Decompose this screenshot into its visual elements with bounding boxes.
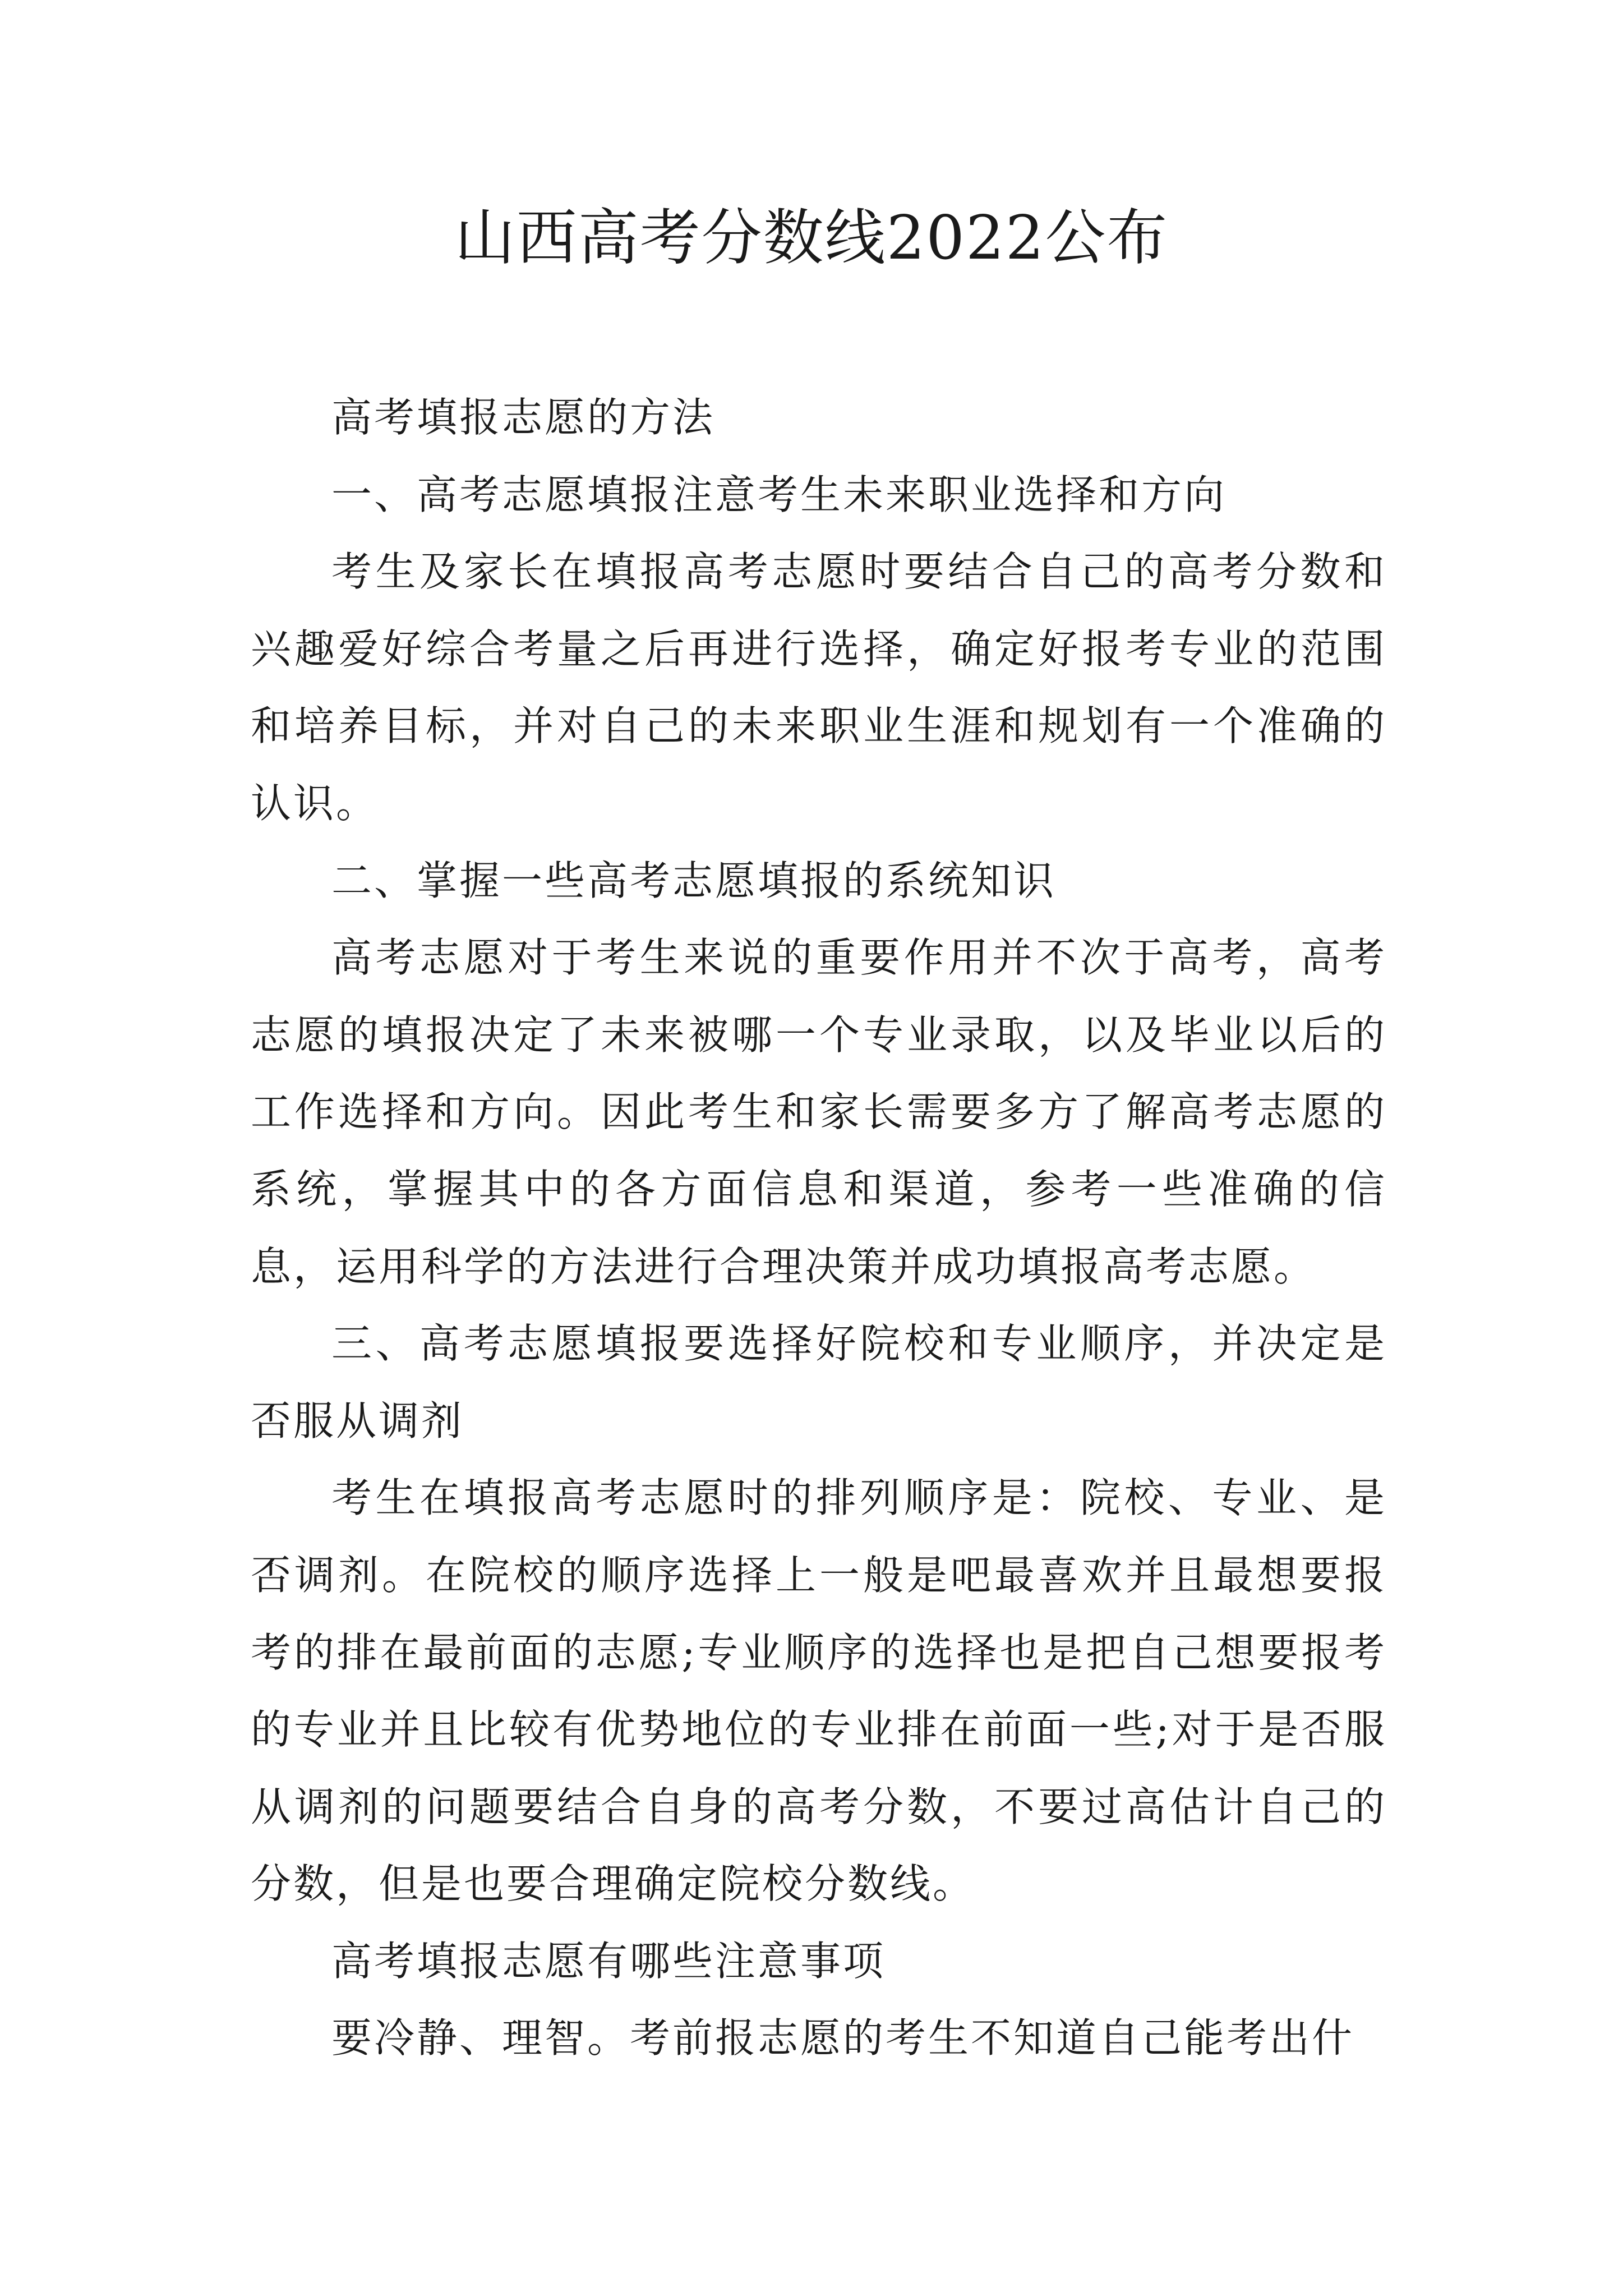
section-heading-methods: 高考填报志愿的方法 bbox=[331, 394, 716, 441]
subheading-career-direction: 一、高考志愿填报注意考生未来职业选择和方向 bbox=[331, 471, 1227, 518]
subheading-system-knowledge: 二、掌握一些高考志愿填报的系统知识 bbox=[331, 857, 1057, 904]
paragraph-precautions: 要冷静、理智。考前报志愿的考生不知道自己能考出什 bbox=[331, 2014, 1355, 2062]
paragraph-system-knowledge: 高考志愿对于考生来说的重要作用并不次于高考，高考志愿的填报决定了未来被哪一个专业录取，以及毕业以后的工作选择和方向。因此考生和家长需要多方了解高考志愿的系统，掌握其中的各方面信息和渠道，参考一些准确的信息，运用科学的方法进行合理决策并成功填报高考志愿。 bbox=[251, 934, 1387, 1290]
section-heading-precautions: 高考填报志愿有哪些注意事项 bbox=[331, 1937, 886, 1985]
document-title: 山西高考分数线2022公布 bbox=[454, 203, 1169, 273]
document-body bbox=[251, 379, 1387, 2077]
subheading-order-and-adjustment: 三、高考志愿填报要选择好院校和专业顺序，并决定是否服从调剂 bbox=[251, 1320, 1387, 1444]
paragraph-career-direction: 考生及家长在填报高考志愿时要结合自己的高考分数和兴趣爱好综合考量之后再进行选择，确定好报考专业的范围和培养目标，并对自己的未来职业生涯和规划有一个准确的认识。 bbox=[251, 548, 1387, 827]
paragraph-order-and-adjustment: 考生在填报高考志愿时的排列顺序是：院校、专业、是否调剂。在院校的顺序选择上一般是吧最喜欢并且最想要报考的排在最前面的志愿;专业顺序的选择也是把自己想要报考的专业并且比较有优势地位的专业排在前面一些;对于是否服从调剂的问题要结合自身的高考分数，不要过高估计自己的分数，但是也要合理确定院校分数线。 bbox=[251, 1474, 1387, 1908]
